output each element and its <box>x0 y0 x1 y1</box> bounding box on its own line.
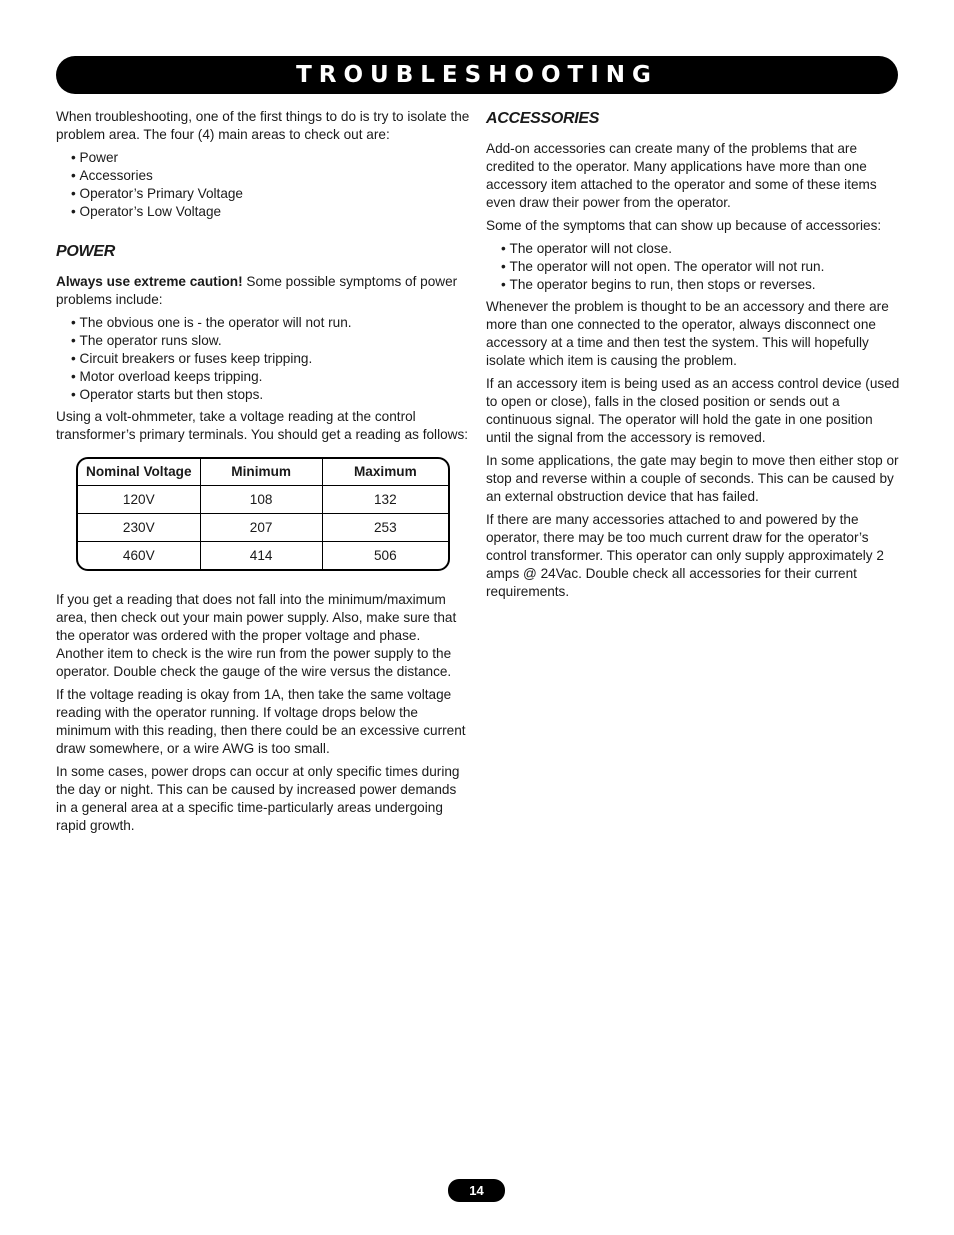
power-symptoms-list <box>56 314 470 404</box>
table-cell: 253 <box>322 514 448 542</box>
list-item: • The operator runs slow. <box>71 332 470 350</box>
page-title: TROUBLESHOOTING <box>296 62 658 88</box>
power-paragraph: In some cases, power drops can occur at only specific times during the day or night. This can be caused by increased power demands in a general area at a specific time-particularly areas undergoing rapid growth. <box>56 764 460 833</box>
list-item: • Motor overload keeps tripping. <box>71 368 470 386</box>
caution-paragraph <box>56 273 470 309</box>
list-item: • The operator will not close. <box>501 240 900 258</box>
list-item: • Power <box>71 149 470 167</box>
power-paragraph: If you get a reading that does not fall into the minimum/maximum area, then check out your main power supply. Also, make sure that the operator was ordered with the proper voltage and phase. Another item to check is the wire run from the power supply to the operator. Double check the gauge of the wire versus the distance. <box>56 592 457 679</box>
right-column <box>486 108 900 606</box>
areas-list <box>56 149 470 221</box>
table-cell: 230V <box>78 514 200 542</box>
table-cell: 120V <box>78 486 200 514</box>
accessories-paragraph: In some applications, the gate may begin to move then either stop or stop and reverse within a couple of seconds. This can be caused by an external obstruction device that has failed. <box>486 453 899 504</box>
voltmeter-paragraph: Using a volt-ohmmeter, take a voltage reading at the control transformer’s primary terminals. You should get a reading as follows: <box>56 409 469 442</box>
table-row <box>78 486 448 514</box>
power-heading: POWER <box>56 243 115 260</box>
table-row <box>78 514 448 542</box>
table-cell: 132 <box>322 486 448 514</box>
list-item: • Circuit breakers or fuses keep tripping. <box>71 350 470 368</box>
table-cell: 506 <box>374 547 397 563</box>
voltage-table-frame <box>76 457 450 571</box>
page-number <box>448 1179 505 1202</box>
intro-paragraph: When troubleshooting, one of the first things to do is try to isolate the problem area. The four (4) main areas to check out are: <box>56 109 470 142</box>
list-item: • Operator’s Low Voltage <box>71 203 470 221</box>
voltage-table <box>78 459 448 569</box>
column-header: Maximum <box>322 459 448 486</box>
table-cell: 460V <box>78 542 200 570</box>
accessory-symptoms-list <box>486 240 900 294</box>
list-item: • Operator’s Primary Voltage <box>71 185 470 203</box>
caution-text: Some possible symptoms of power problems include: <box>56 274 458 307</box>
accessories-paragraph: Some of the symptoms that can show up because of accessories: <box>486 218 882 233</box>
page-title-banner <box>56 56 898 94</box>
table-header-row <box>78 459 448 486</box>
table-cell: 108 <box>200 486 322 514</box>
list-item: • The operator begins to run, then stops or reverses. <box>501 276 900 294</box>
list-item: • Accessories <box>71 167 470 185</box>
accessories-heading: ACCESSORIES <box>486 110 600 127</box>
column-header: Nominal Voltage <box>78 459 200 486</box>
accessories-paragraph: Whenever the problem is thought to be an accessory and there are more than one connected to the operator, always disconnect one accessory at a time and then test the system. This will hopefully isolate which item is causing the problem. <box>486 299 889 368</box>
power-paragraph: If the voltage reading is okay from 1A, then take the same voltage reading with the operator running. If voltage drops below the minimum with this reading, then there could be an excessive current draw somewhere, or a wire AWG is too small. <box>56 687 466 756</box>
list-item: • The obvious one is - the operator will not run. <box>71 314 470 332</box>
table-cell: 207 <box>200 514 322 542</box>
page-number-text: 14 <box>469 1183 484 1198</box>
left-column <box>56 108 470 840</box>
caution-bold-text: Always use extreme caution! <box>56 274 243 289</box>
list-item: • Operator starts but then stops. <box>71 386 470 404</box>
accessories-paragraph: Add-on accessories can create many of the problems that are credited to the operator. Many applications have more than one accessory item attached to the operator and some of these items even draw their power from the operator. <box>486 141 877 210</box>
list-item: • The operator will not open. The operator will not run. <box>501 258 900 276</box>
column-header: Minimum <box>200 459 322 486</box>
accessories-paragraph: If an accessory item is being used as an access control device (used to open or close), falls in the closed position or sends out a continuous signal. The operator will hold the gate in one position until the signal from the accessory is removed. <box>486 376 900 445</box>
table-row <box>78 542 448 570</box>
accessories-paragraph: If there are many accessories attached to and powered by the operator, there may be too much current draw for the operator’s control transformer. This operator can only supply approximately 2 amps @ 24Vac. Double check all accessories for their current requirements. <box>486 512 884 599</box>
table-cell: 414 <box>200 542 322 570</box>
